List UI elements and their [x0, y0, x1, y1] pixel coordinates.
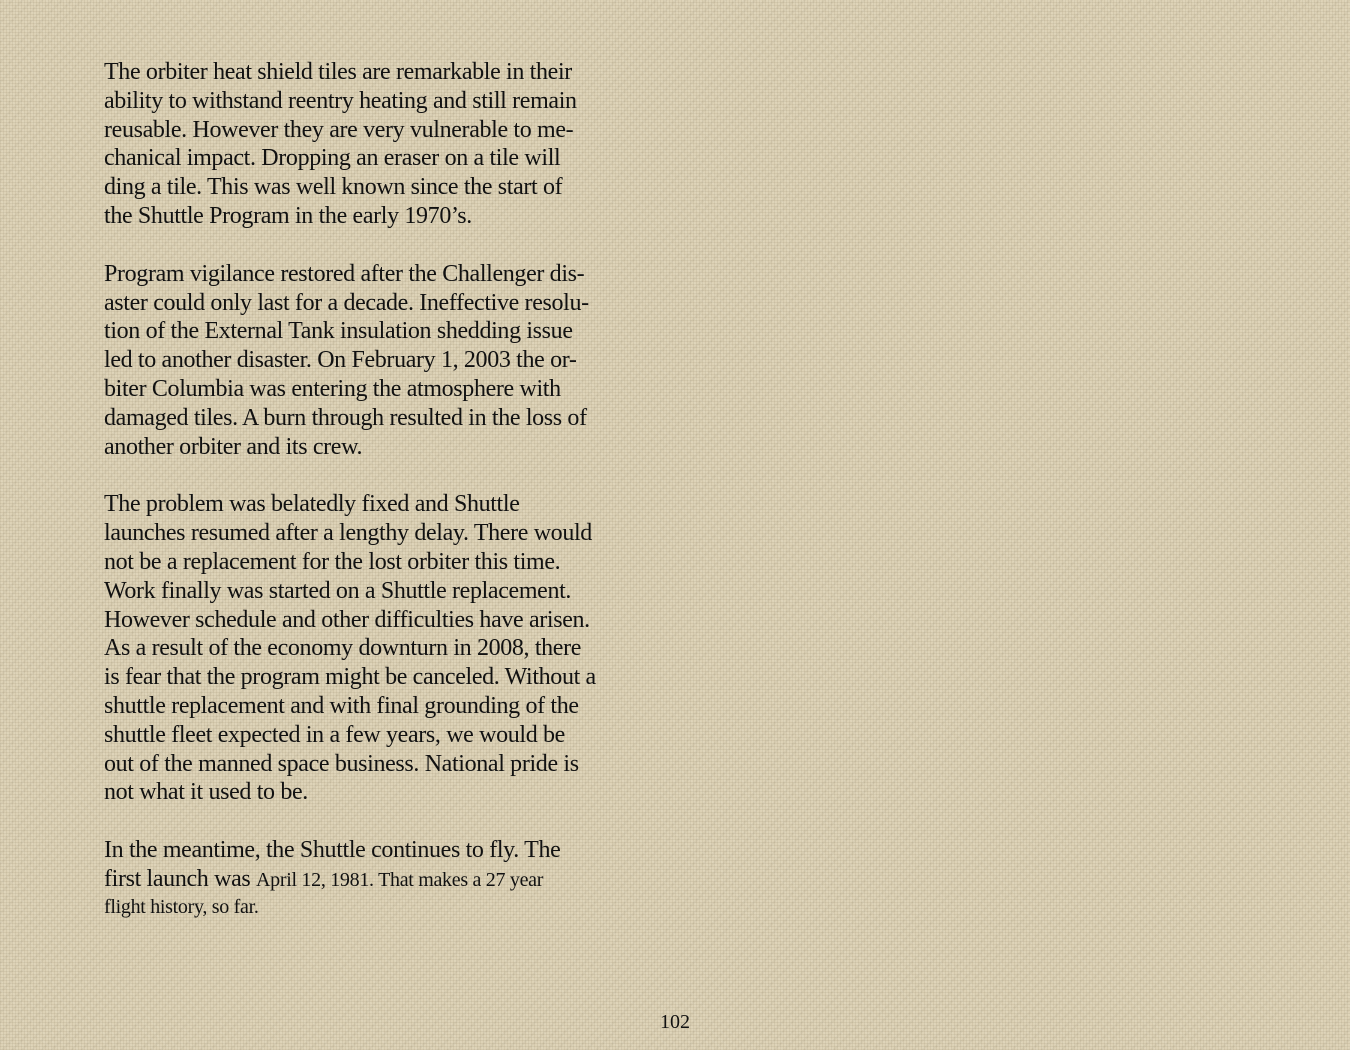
paragraph-heat-shield: The orbiter heat shield tiles are remarkable in their ability to withstand reentry heating and still remain reusable. However they are very vulnerable to me- chanical impact. Dropping an eraser on a tile will ding a tile. This was well known since the start of the Shuttle Program in the early 1970’s. [104, 59, 577, 229]
paragraph-replacement: The problem was belatedly fixed and Shuttle launches resumed after a lengthy delay. There would not be a replacement for the lost orbiter this time. Work finally was started on a Shuttle replacement. However schedule and other difficulties have arisen. As a result of the economy downturn in 2008, there is fear that the program might be canceled. Without a shuttle replacement and with final grounding of the shuttle fleet expected in a few years, we would be out of the manned space business. National pride is not what it used to be. [104, 491, 596, 806]
page-number: 102 [660, 1011, 690, 1033]
meantime-line-1: In the meantime, the Shuttle continues to fly. The [104, 837, 561, 864]
text-column [104, 58, 644, 948]
meantime-line-2-large: first launch was [104, 865, 257, 892]
paragraph-meantime [104, 836, 644, 919]
meantime-line-2-small: April 12, 1981. That makes a 27 year [256, 868, 544, 891]
paragraph-columbia: Program vigilance restored after the Challenger dis- aster could only last for a decade. Ineffective resolu- tion of the External Tank insulation shedding issue led to another disaster. On February 1, 2003 the or- biter Columbia was entering the atmosphere with damaged tiles. A burn through resulted in the loss of another orbiter and its crew. [104, 260, 589, 460]
meantime-line-3: flight history, so far. [104, 895, 259, 918]
